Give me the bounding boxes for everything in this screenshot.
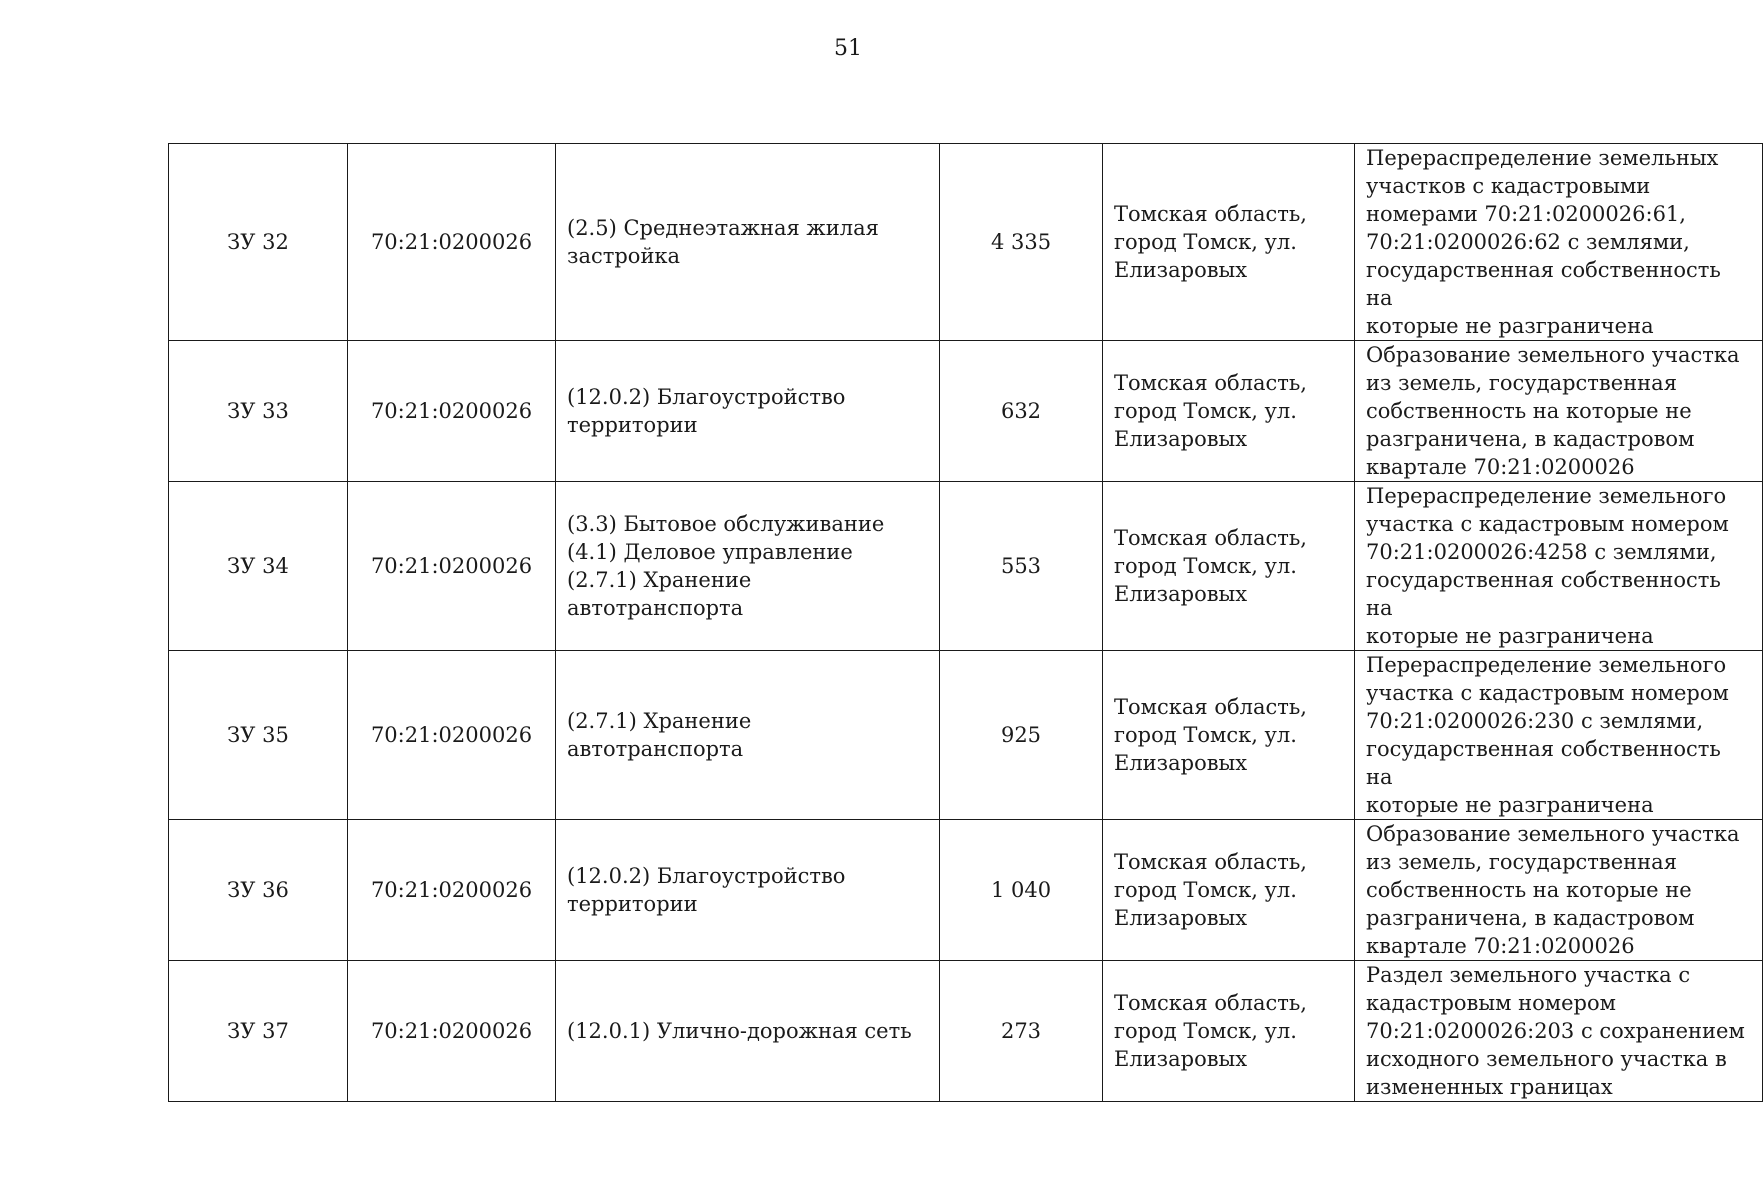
cadastral-quarter-cell: 70:21:0200026 xyxy=(348,651,556,820)
cadastral-quarter-cell: 70:21:0200026 xyxy=(348,820,556,961)
address-cell: Томская область, город Томск, ул. Елизаровых xyxy=(1103,341,1355,482)
cadastral-quarter-cell: 70:21:0200026 xyxy=(348,482,556,651)
permitted-use-cell: (12.0.1) Улично-дорожная сеть xyxy=(556,961,940,1102)
permitted-use-cell: (12.0.2) Благоустройство территории xyxy=(556,820,940,961)
area-cell: 925 xyxy=(940,651,1103,820)
table-row xyxy=(169,482,1763,651)
cadastral-quarter-cell: 70:21:0200026 xyxy=(348,144,556,341)
formation-method-cell: Раздел земельного участка с кадастровым номером 70:21:0200026:203 с сохранением исходного земельного участка в измененных границах xyxy=(1355,961,1763,1102)
table-row xyxy=(169,144,1763,341)
address-cell: Томская область, город Томск, ул. Елизаровых xyxy=(1103,144,1355,341)
formation-method-cell: Образование земельного участка из земель, государственная собственность на которые не разграничена, в кадастровом квартале 70:21:0200026 xyxy=(1355,341,1763,482)
area-cell: 4 335 xyxy=(940,144,1103,341)
permitted-use-cell: (12.0.2) Благоустройство территории xyxy=(556,341,940,482)
area-cell: 273 xyxy=(940,961,1103,1102)
plot-id-cell: ЗУ 32 xyxy=(169,144,348,341)
table-row xyxy=(169,961,1763,1102)
page-number: 51 xyxy=(834,36,862,61)
area-cell: 553 xyxy=(940,482,1103,651)
plot-id-cell: ЗУ 36 xyxy=(169,820,348,961)
plot-id-cell: ЗУ 33 xyxy=(169,341,348,482)
formation-method-cell: Перераспределение земельного участка с кадастровым номером 70:21:0200026:4258 с землями, государственная собственность на которые не разграничена xyxy=(1355,482,1763,651)
land-plots-table xyxy=(168,143,1763,1102)
address-cell: Томская область, город Томск, ул. Елизаровых xyxy=(1103,961,1355,1102)
area-cell: 632 xyxy=(940,341,1103,482)
table-row xyxy=(169,341,1763,482)
table-row xyxy=(169,651,1763,820)
plot-id-cell: ЗУ 34 xyxy=(169,482,348,651)
cadastral-quarter-cell: 70:21:0200026 xyxy=(348,961,556,1102)
cadastral-quarter-cell: 70:21:0200026 xyxy=(348,341,556,482)
table-row xyxy=(169,820,1763,961)
permitted-use-cell: (3.3) Бытовое обслуживание (4.1) Деловое управление (2.7.1) Хранение автотранспорта xyxy=(556,482,940,651)
permitted-use-cell: (2.5) Среднеэтажная жилая застройка xyxy=(556,144,940,341)
plot-id-cell: ЗУ 37 xyxy=(169,961,348,1102)
address-cell: Томская область, город Томск, ул. Елизаровых xyxy=(1103,651,1355,820)
formation-method-cell: Перераспределение земельного участка с кадастровым номером 70:21:0200026:230 с землями, государственная собственность на которые не разграничена xyxy=(1355,651,1763,820)
permitted-use-cell: (2.7.1) Хранение автотранспорта xyxy=(556,651,940,820)
plot-id-cell: ЗУ 35 xyxy=(169,651,348,820)
address-cell: Томская область, город Томск, ул. Елизаровых xyxy=(1103,482,1355,651)
formation-method-cell: Перераспределение земельных участков с кадастровыми номерами 70:21:0200026:61, 70:21:0200026:62 с землями, государственная собственность на которые не разграничена xyxy=(1355,144,1763,341)
area-cell: 1 040 xyxy=(940,820,1103,961)
formation-method-cell: Образование земельного участка из земель, государственная собственность на которые не разграничена, в кадастровом квартале 70:21:0200026 xyxy=(1355,820,1763,961)
address-cell: Томская область, город Томск, ул. Елизаровых xyxy=(1103,820,1355,961)
